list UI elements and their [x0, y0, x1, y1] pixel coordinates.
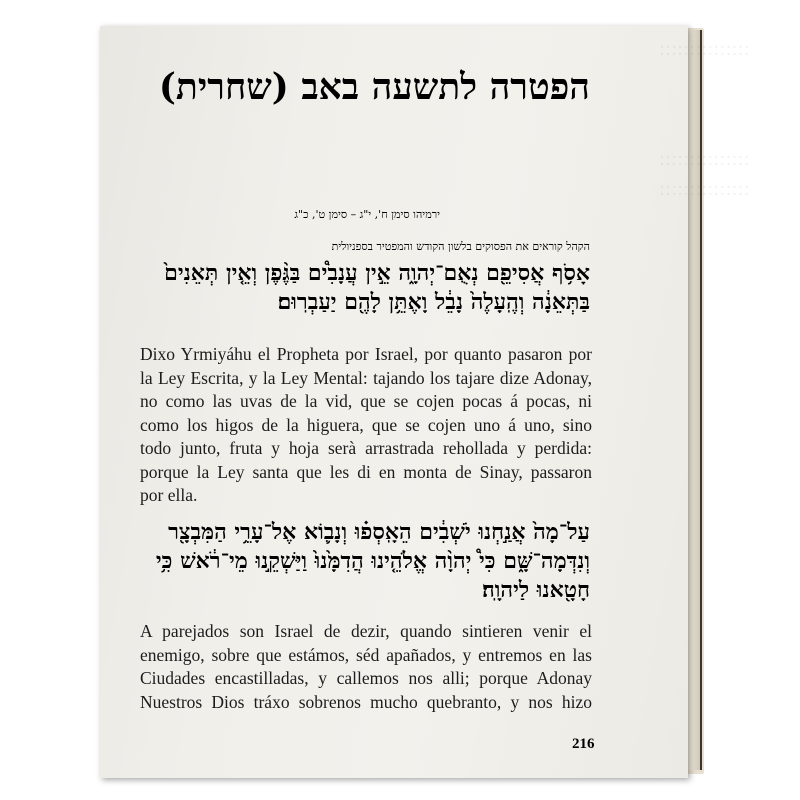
- hebrew-verse-1: [130, 259, 590, 317]
- paragraph-line: como los higos de la higuera, que se cojen uno á uno, sino: [140, 414, 592, 435]
- verse-line: חָטָ֖אנוּ לַיהוָֽה׃: [482, 577, 590, 603]
- show-through-text: ׃ ׃ ׃ ׃ ׃ ׃ ׃ ׃ ׃ ׃ ׃ ׃ ׃ ׃ ׃ ׃: [659, 148, 750, 170]
- page-title: הפטרה לתשעה באב (שחרית): [158, 66, 590, 108]
- scripture-reference: ירמיהו סימן ח', י"ג – סימן ט', כ"ג: [294, 208, 440, 221]
- ladino-paragraph-1: [140, 343, 592, 508]
- show-through-text: ׃ ׃ ׃ ׃ ׃ ׃ ׃ ׃ ׃ ׃ ׃ ׃ ׃ ׃ ׃ ׃: [659, 38, 750, 60]
- paragraph-line: la Ley Escrita, y la Ley Mental: tajando los tajare dize Adonay,: [140, 367, 592, 388]
- paragraph-line: no como las uvas de la vid, que se cojen pocas á pocas, ni: [140, 391, 592, 411]
- ladino-paragraph-2: [140, 620, 592, 714]
- hebrew-verse-2: [130, 518, 590, 605]
- show-through-text: ׃ ׃ ׃ ׃ ׃ ׃ ׃ ׃ ׃ ׃ ׃ ׃ ׃ ׃ ׃ ׃: [659, 178, 750, 200]
- paragraph-line: todo junto, fruta y hoja serà arrastrada rehollada y perdida:: [140, 438, 592, 458]
- paragraph-line: Nuestros Dios tráxo sobrenos mucho quebranto, y nos hizo: [140, 691, 592, 712]
- verse-line: עַל־מָה֙ אֲנַ֣חְנוּ יֹשְׁבִ֔ים הֵאָֽסְפ֗וּ וְנָב֛וֹא אֶל־עָרֵ֥י הַמִּבְצָ֖ר: [168, 519, 590, 545]
- paragraph-line: por ella.: [140, 485, 198, 505]
- paragraph-line: Dixo Yrmiyáhu el Propheta por Israel, por quanto pasaron por: [140, 344, 592, 364]
- paragraph-line: enemigo, sobre que estámos, séd apañados, y entremos en las: [140, 644, 592, 665]
- verse-line: אָסֹ֥ף אֲסִיפֵ֖ם נְאֻם־יְהוָ֑ה אֵ֣ין עֲנָבִ֩ים בַּגֶּ֨פֶן וְאֵ֤ין תְּאֵנִים֙: [164, 260, 590, 286]
- paragraph-line: A parejados son Israel de dezir, quando sintieren venir el: [140, 621, 592, 641]
- reading-instruction: הקהל קוראים את הפסוקים בלשון הקודש והמפטיר בספניולית: [331, 240, 590, 253]
- verse-line: וְנִדְּמָה־שָּׁ֑ם כִּי֩ יְהוָ֨ה אֱלֹהֵ֤ינוּ הֲדִמָּ֙נוּ֙ וַיַּשְׁקֵ֣נוּ מֵי־רֹ֔אשׁ כִּ֥י: [155, 548, 590, 574]
- page-number: 216: [572, 736, 595, 752]
- paragraph-line: Ciudades encastilladas, y callemos nos alli; porque Adonay: [140, 668, 592, 688]
- paragraph-line: porque la Ley santa que les di en monta de Sinay, passaron: [140, 461, 592, 482]
- verse-line: בַּתְּאֵנָ֔ה וְהֶֽעָלֶה֙ נָבֵ֔ל וָאֶתֵּ֥ן לָהֶ֖ם יַעַבְרֽוּם׃: [277, 289, 590, 315]
